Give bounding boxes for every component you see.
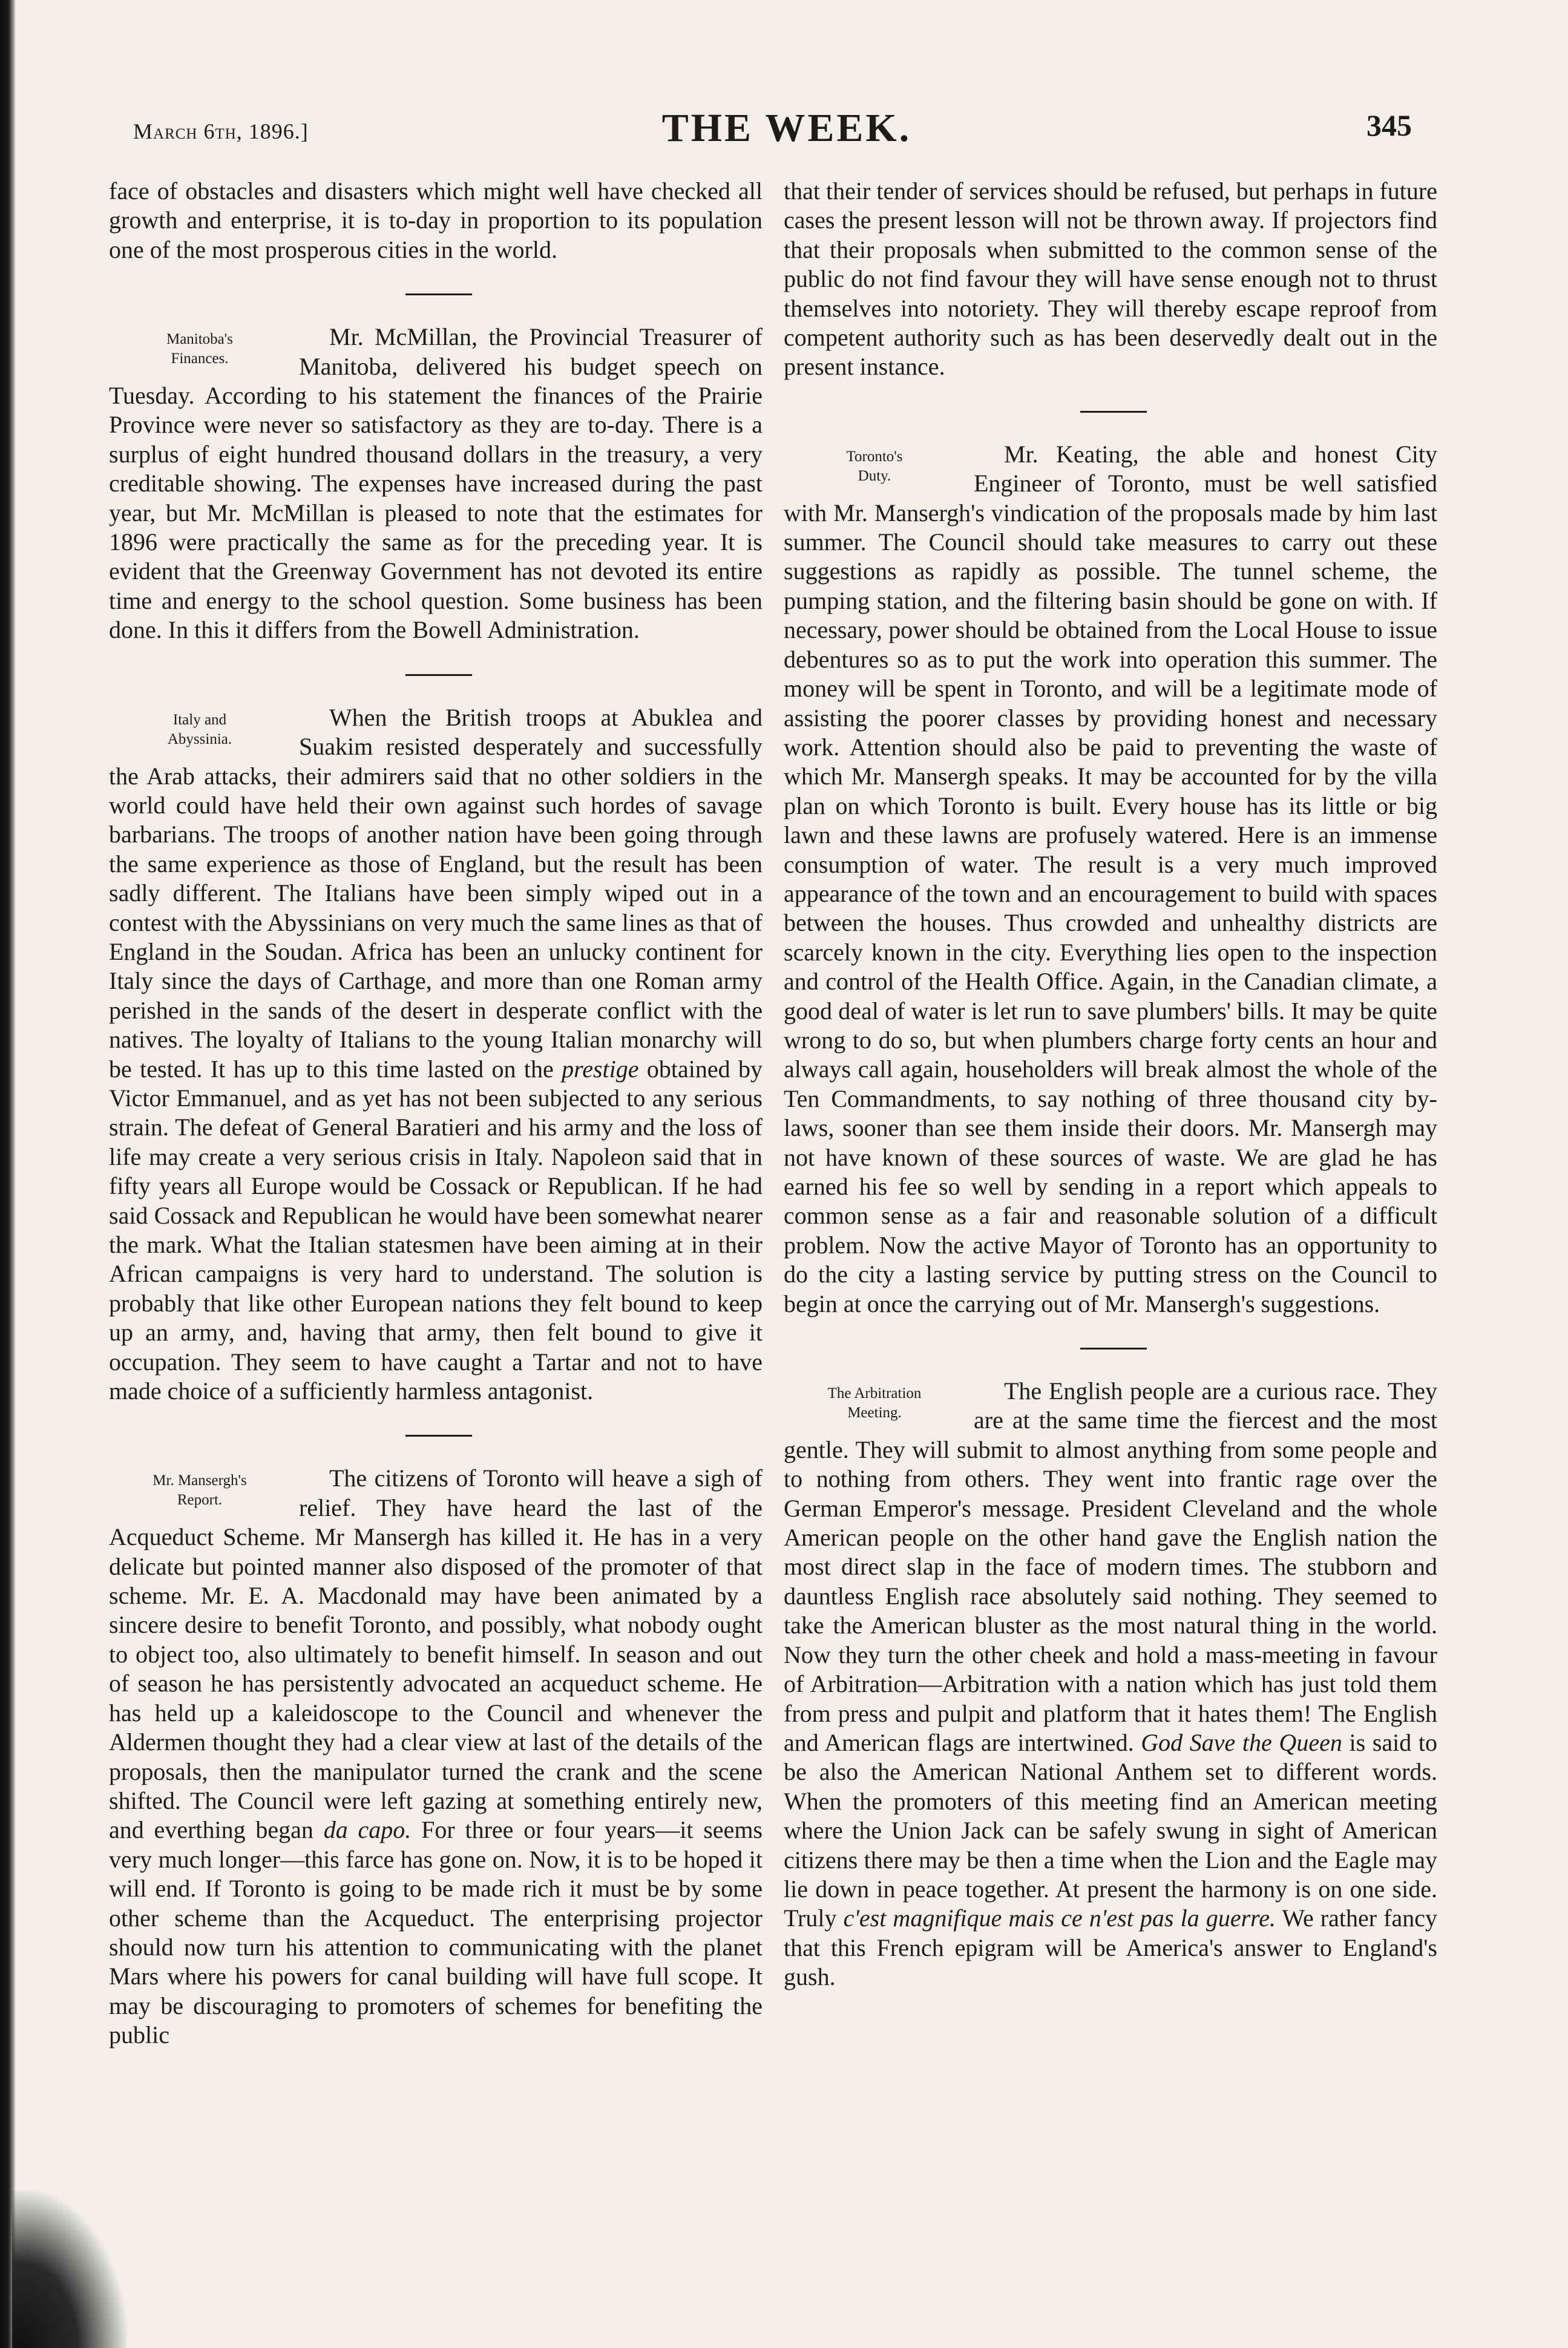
issue-date: March 6th, 1896.] [133,119,309,143]
article-arbitration-meeting [784,1377,1437,1992]
page-header [0,0,1568,182]
italic-term: prestige [562,1055,639,1083]
section-divider [109,1406,763,1464]
article-manitoba-finances [109,323,763,644]
side-heading: Toronto's Duty. [846,448,903,484]
section-divider [784,1319,1437,1377]
right-column [784,177,1437,1992]
section-divider [784,382,1437,440]
italic-title: God Save the Queen [1141,1728,1342,1756]
article-torontos-duty [784,440,1437,1319]
opening-paragraph: face of obstacles and disasters which might well have checked all growth and enterprise, it is to-day in proportion to its population one of the most prosperous cities in the world. [109,177,763,263]
page-number: 345 [1366,108,1412,142]
italic-term: da capo. [323,1816,412,1844]
article-text: Mr. McMillan, the Provincial Treasurer of Manitoba, delivered his budget speech on Tuesday. According to his statement the finances of the Prairie Province were never so satisfactory as they are to-day. There is a surplus of eight hundred thousand dollars in the treasury, a very creditable showing. The expenses have increased during the past year, but Mr. McMillan is pleased to note that the estimates for 1896 were practically the same as for the preceding year. It is evident that the Greenway Government has not devoted its entire time and energy to the school question. Some business has been done. In this it differs from the Bowell Administration. [109,323,763,644]
publication-title: THE WEEK. [661,106,912,150]
section-divider [109,645,763,703]
italic-quote: c'est magnifique mais ce n'est pas la guerre. [843,1904,1276,1932]
article-mansergh-report [109,1464,763,2050]
side-heading: Italy and Abyssinia. [167,711,232,747]
continued-paragraph: that their tender of services should be refused, but perhaps in future cases the present lesson will not be thrown away. If projectors find that their proposals when submitted to the common sense of the public do not find favour they will have sense enough not to thrust themselves into notoriety. They will thereby escape reproof from competent authority such as has been deservedly dealt out in the present instance. [784,177,1437,381]
page-gutter-shadow [0,0,16,2348]
left-column [109,177,763,2050]
article-text: Mr. Keating, the able and honest City Engineer of Toronto, must be well satisfied with Mr. Mansergh's vindication of the proposals made by him last summer. The Council should take measures to carry out these suggestions as rapidly as possible. The tunnel scheme, the pumping station, and the filtering basin should be gone on with. If necessary, power should be obtained from the Local House to issue debentures so as to put the work into operation this summer. The money will be spent in Toronto, and will be a legitimate mode of assisting the poorer classes by providing honest and necessary work. Attention should also be paid to preventing the waste of which Mr. Mansergh speaks. It may be accounted for by the villa plan on which Toronto is built. Every house has its little or big lawn and these lawns are profusely watered. Here is an immense consumption of water. The result is a very much improved appearance of the town and an encouragement to build with spaces between the houses. Thus crowded and unhealthy districts are scarcely known in the city. Everything lies open to the inspection and control of the Health Office. Again, in the Canadian climate, a good deal of water is let run to save plumbers' bills. It may be quite wrong to do so, but when plumbers charge forty cents an hour and always call again, householders will break almost the whole of the Ten Commandments, to say nothing of three thousand city by-laws, sooner than see them inside their doors. Mr. Mansergh may not have known of these sources of waste. We are glad he has earned his fee so well by sending in a report which appeals to common sense as a fair and reasonable solution of a difficult problem. Now the active Mayor of Toronto has an opportunity to do the city a lasting service by putting stress on the Council to begin at once the carrying out of Mr. Mansergh's suggestions. [784,440,1437,1317]
side-heading: Mr. Mansergh's Report. [153,1472,247,1509]
article-italy-abyssinia [109,703,763,1406]
article-text: When the British troops at Abuklea and Suakim resisted desperately and successfully the Arab attacks, their admirers said that no other soldiers in the world could have held their own against such hordes of savage barbarians. The troops of another nation have been going through the same experience as those of England, but the result has been sadly different. The Italians have been simply wiped out in a contest with the Abyssinians on very much the same lines as that of England in the Soudan. Africa has been an unlucky continent for Italy since the days of Carthage, and more than one Roman army perished in the sands of the desert in desperate conflict with the natives. The loyalty of Italians to the young Italian monarchy will be tested. It has up to this time lasted on the prestige obtained by Victor Emmanuel, and as yet has not been subjected to any serious strain. The defeat of General Baratieri and his army and the loss of life may create a very serious crisis in Italy. Napoleon said that in fifty years all Europe would be Cossack or Republican. If he had said Cossack and Republican he would have been somewhat nearer the mark. What the Italian statesmen have been aiming at in their African campaigns is very hard to understand. The solution is probably that like other European nations they felt bound to keep up an army, and, having that army, then felt bound to give it occupation. They seem to have caught a Tartar and not to have made choice of a sufficiently harmless antagonist. [109,703,763,1405]
article-text: The citizens of Toronto will heave a sigh of relief. They have heard the last of the Acqueduct Scheme. Mr Mansergh has killed it. He has in a very delicate but pointed manner also disposed of the promoter of that scheme. Mr. E. A. Macdonald may have been animated by a sincere desire to benefit Toronto, and possibly, what nobody ought to object too, also ultimately to benefit himself. In season and out of season he has persistently advocated an acqueduct scheme. He has held up a kaleidoscope to the Council and whenever the Aldermen thought they had a clear view at last of the details of the proposals, then the manipulator turned the crank and the scene shifted. The Council were left gazing at something entirely new, and everthing began da capo. For three or four years—it seems very much longer—this farce has gone on. Now, it is to be hoped it will end. If Toronto is going to be made rich it must be by some other scheme than the Acqueduct. The enterprising projector should now turn his attention to communicating with the planet Mars where his powers for canal building will have full scope. It may be discouraging to promoters of schemes for benefiting the public [109,1464,763,2049]
section-divider [109,264,763,323]
page-corner-shadow [12,2191,127,2348]
side-heading: Manitoba's Finances. [166,331,234,367]
side-heading: The Arbitration Meeting. [827,1385,922,1422]
article-text: The English people are a curious race. They are at the same time the fiercest and the most gentle. They will submit to almost anything from some people and to nothing from others. They went into frantic rage over the German Emperor's message. President Cleveland and the whole American people on the other hand gave the English nation the most direct slap in the face of modern times. The stubborn and dauntless English race absolutely said nothing. They seemed to take the American bluster as the most natural thing in the world. Now they turn the other cheek and hold a mass-meeting in favour of Arbitration—Arbitration with a nation which has just told them from press and pulpit and platform that it hates them! The English and American flags are intertwined. God Save the Queen is said to be also the American National Anthem set to different words. When the promoters of this meeting find an American meeting where the Union Jack can be safely swung in sight of American citizens there may be then a time when the Lion and the Eagle may lie down in peace together. At present the harmony is on one side. Truly c'est magnifique mais ce n'est pas la guerre. We rather fancy that this French epigram will be America's answer to England's gush. [784,1377,1438,1991]
